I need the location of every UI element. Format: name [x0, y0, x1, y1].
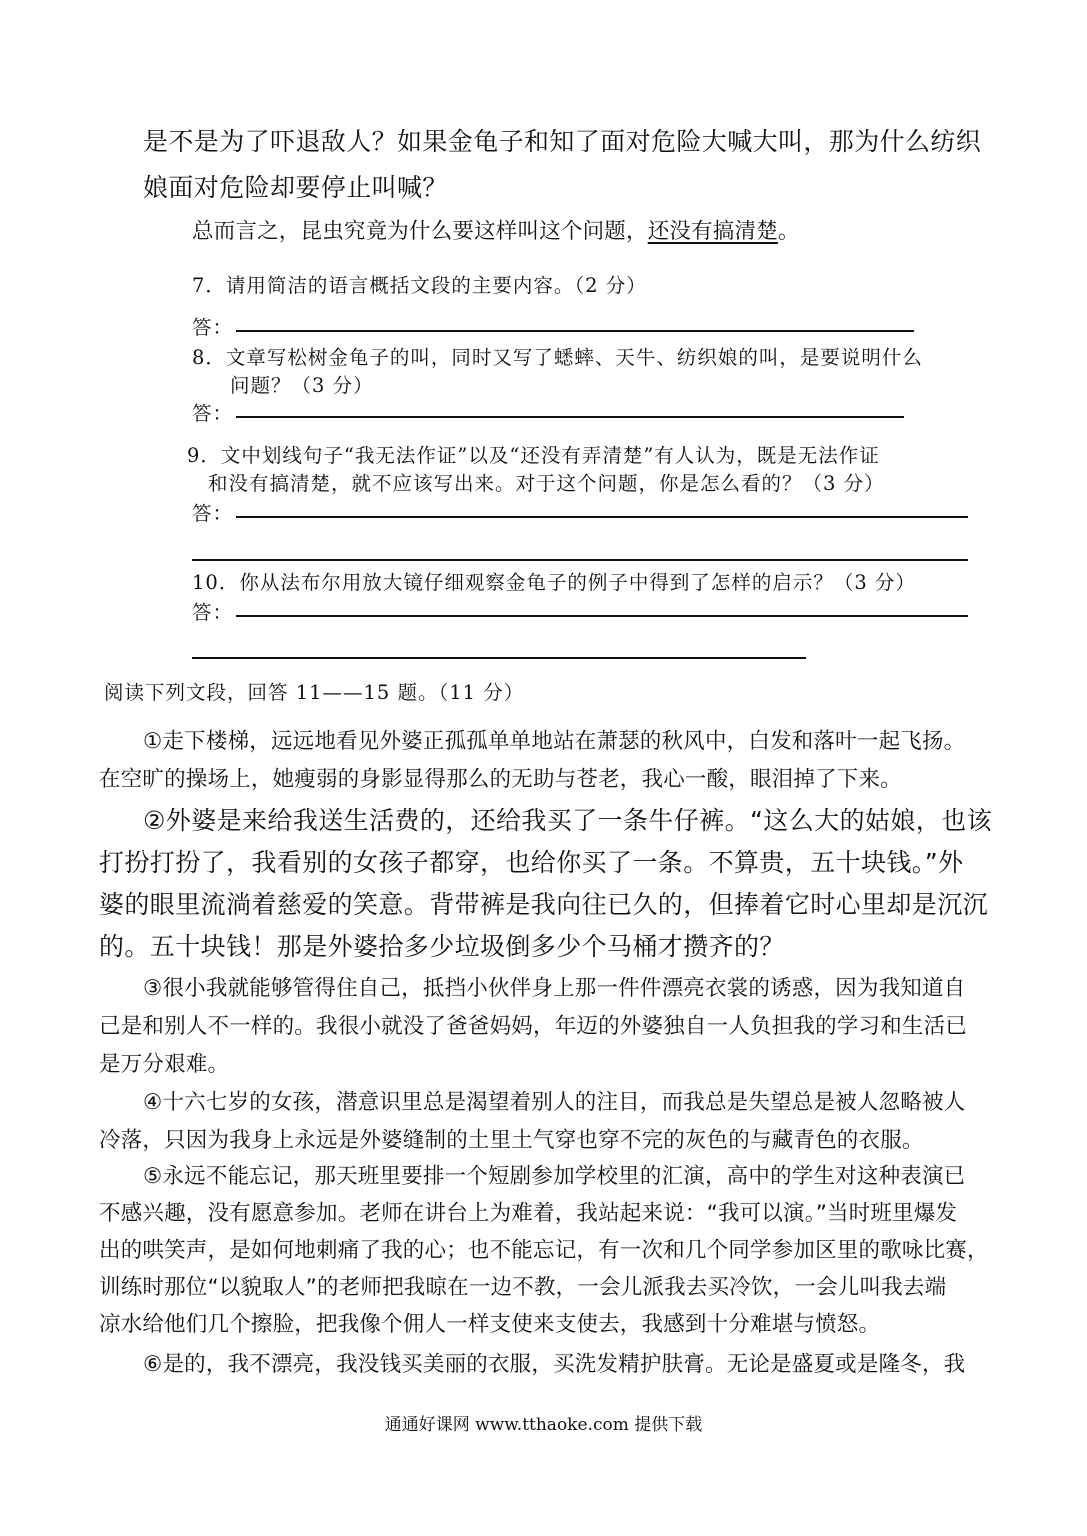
paragraph-3-line-3: 是万分艰难。 — [99, 1052, 230, 1077]
answer-line-9a[interactable] — [236, 516, 968, 518]
paragraph-5-line-3: 出的哄笑声，是如何地刺痛了我的心；也不能忘记，有一次和几个同学参加区里的歌咏比赛， — [99, 1238, 989, 1263]
question-9-line-1: 9．文中划线句子“我无法作证”以及“还没有弄清楚”有人认为，既是无法作证 — [187, 444, 880, 467]
paragraph-1-line-2: 在空旷的操场上，她瘦弱的身影显得那么的无助与苍老，我心一酸，眼泪掉了下来。 — [99, 767, 902, 792]
question-8-line-1: 8．文章写松树金龟子的叫，同时又写了蟋蟀、天牛、纺织娘的叫，是要说明什么 — [192, 346, 923, 369]
paragraph-5-line-1: ⑤永远不能忘记，那天班里要排一个短剧参加学校里的汇演，高中的学生对这种表演已 — [143, 1164, 966, 1189]
paragraph-2-line-3: 婆的眼里流淌着慈爱的笑意。背带裤是我向往已久的，但捧着它时心里却是沉沉 — [99, 890, 989, 919]
conclusion-prefix: 总而言之，昆虫究竟为什么要这样叫这个问题， — [192, 219, 648, 244]
passage-conclusion — [192, 214, 800, 245]
answer-line-9b[interactable] — [192, 559, 968, 561]
answer-line-8[interactable] — [236, 416, 904, 418]
answer-line-10a[interactable] — [236, 615, 968, 617]
question-8-line-2: 问题？（3 分） — [230, 374, 374, 397]
paragraph-1-line-1: ①走下楼梯，远远地看见外婆正孤孤单单地站在萧瑟的秋风中，白发和落叶一起飞扬。 — [143, 729, 966, 754]
answer-line-10b[interactable] — [192, 657, 806, 659]
answer-label-7: 答： — [192, 316, 234, 339]
question-10: 10．你从法布尔用放大镜仔细观察金龟子的例子中得到了怎样的启示？（3 分） — [192, 571, 916, 594]
passage-line-2: 娘面对危险却要停止叫喊？ — [143, 173, 448, 202]
paragraph-2-line-2: 打扮打扮了，我看别的女孩子都穿，也给你买了一条。不算贵，五十块钱。”外 — [99, 848, 964, 877]
question-7: 7．请用简洁的语言概括文段的主要内容。（2 分） — [192, 274, 647, 297]
paragraph-4-line-2: 冷落，只因为我身上永远是外婆缝制的土里土气穿也穿不完的灰色的与藏青色的衣服。 — [99, 1128, 924, 1153]
paragraph-3-line-1: ③很小我就能够管得住自己，抵挡小伙伴身上那一件件漂亮衣裳的诱惑，因为我知道自 — [143, 976, 966, 1001]
page-footer: 通通好课网 www.tthaoke.com 提供下载 — [384, 1415, 703, 1435]
paragraph-4-line-1: ④十六七岁的女孩，潜意识里总是渴望着别人的注目，而我总是失望总是被人忽略被人 — [143, 1090, 966, 1115]
question-9-line-2: 和没有搞清楚，就不应该写出来。对于这个问题，你是怎么看的？（3 分） — [208, 472, 885, 495]
conclusion-underlined: 还没有搞清楚 — [647, 219, 778, 244]
answer-label-9: 答： — [192, 502, 234, 525]
answer-line-7[interactable] — [236, 330, 914, 332]
section-instruction: 阅读下列文段，回答 11——15 题。（11 分） — [104, 681, 525, 704]
paragraph-3-line-2: 己是和别人不一样的。我很小就没了爸爸妈妈，年迈的外婆独自一人负担我的学习和生活已 — [99, 1014, 968, 1039]
paragraph-5-line-2: 不感兴趣，没有愿意参加。老师在讲台上为难着，我站起来说：“我可以演。”当时班里爆发 — [99, 1201, 958, 1226]
answer-label-10: 答： — [192, 601, 234, 624]
paragraph-6-line-1: ⑥是的，我不漂亮，我没钱买美丽的衣服，买洗发精护肤膏。无论是盛夏或是隆冬，我 — [143, 1352, 966, 1377]
paragraph-5-line-5: 凉水给他们几个擦脸，把我像个佣人一样支使来支使去，我感到十分难堪与愤怒。 — [99, 1312, 881, 1337]
conclusion-suffix: 。 — [777, 219, 800, 244]
passage-line-1: 是不是为了吓退敌人？如果金龟子和知了面对危险大喊大叫，那为什么纺织 — [143, 127, 982, 156]
paragraph-5-line-4: 训练时那位“以貌取人”的老师把我晾在一边不教，一会儿派我去买冷饮，一会儿叫我去端 — [99, 1275, 947, 1300]
answer-label-8: 答： — [192, 402, 234, 425]
paragraph-2-line-4: 的。五十块钱！那是外婆拾多少垃圾倒多少个马桶才攒齐的？ — [99, 932, 785, 961]
paragraph-2-line-1: ②外婆是来给我送生活费的，还给我买了一条牛仔裤。“这么大的姑娘，也该 — [143, 806, 992, 835]
